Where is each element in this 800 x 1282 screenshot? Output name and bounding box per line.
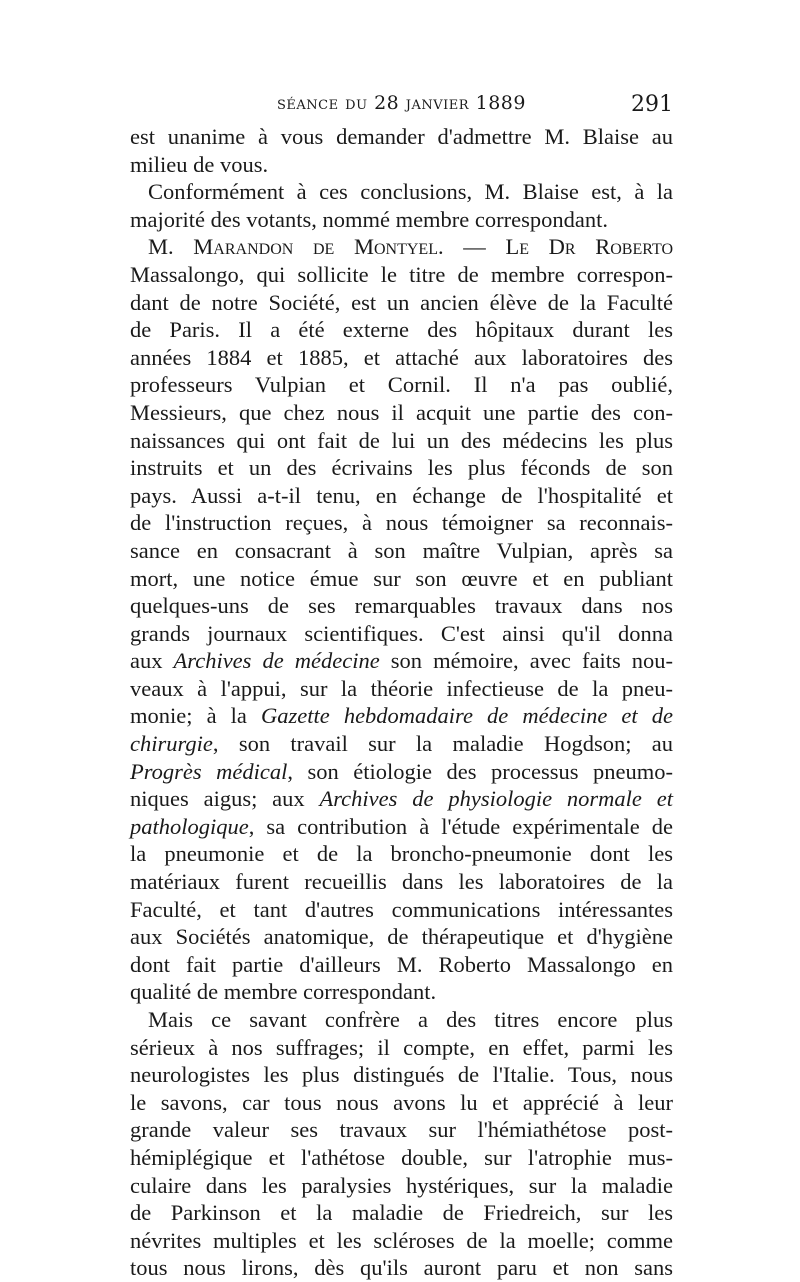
text-run: neurologistes les plus distingués de l'Italie. Tous, nous [130,1062,673,1088]
text-run: Messieurs, que chez nous il acquit une partie des con- [130,399,673,425]
text-run: veaux à l'appui, sur la théorie infectieuse de la pneu- [130,675,673,701]
body-text [130,123,673,1282]
text-run: niques aigus; aux [130,786,320,812]
text-line [130,316,673,344]
text-run: Faculté, et tant d'autres communications intéressantes [130,896,673,922]
text-run: aux Sociétés anatomique, de thérapeutique et d'hygiène [130,924,673,950]
text-run: sérieux à nos suffrages; il compte, en effet, parmi les [130,1034,673,1060]
text-run: , son étiologie des processus pneumo- [287,758,673,784]
text-line [130,951,673,979]
text-line [130,592,673,620]
text-line [130,758,673,786]
text-line [130,620,673,648]
journal-title: chirurgie [130,731,213,757]
speaker-name: M. Marandon de Montyel. — Le Dr Roberto [148,234,673,260]
text-run: aux [130,648,174,674]
text-run: matériaux furent recueillis dans les laboratoires de la [130,869,673,895]
text-run: Massalongo, qui sollicite le titre de membre correspon- [130,261,673,287]
text-line [130,537,673,565]
text-run: de Parkinson et la maladie de Friedreich, sur les [130,1200,673,1226]
journal-title: Archives de physiologie normale et [319,786,673,812]
text-run: la pneumonie et de la broncho-pneumonie dont les [130,841,673,867]
text-line [130,151,673,179]
text-run: quelques-uns de ses remarquables travaux dans nos [130,593,673,619]
text-line [130,1116,673,1144]
journal-title: Progrès médical [130,758,288,784]
text-run: tous nous lirons, dès qu'ils auront paru et non sans [130,1255,673,1281]
text-line [130,206,673,234]
text-line [130,344,673,372]
text-run: grands journaux scientifiques. C'est ainsi qu'il donna [130,620,673,646]
text-run: dont fait partie d'ailleurs M. Roberto Massalongo en [130,951,673,977]
text-line [130,1144,673,1172]
text-run: monie; à la [130,703,261,729]
journal-title: pathologique [130,813,249,839]
page-number: 291 [631,92,673,117]
text-run: le savons, car tous nous avons lu et apprécié à leur [130,1089,673,1115]
text-line [130,730,673,758]
text-line [130,896,673,924]
text-line [130,399,673,427]
text-run: de Paris. Il a été externe des hôpitaux durant les [130,317,673,343]
text-line [130,813,673,841]
text-run: majorité des votants, nommé membre correspondant. [130,206,608,232]
text-line [130,1199,673,1227]
text-line [130,647,673,675]
text-line [130,1227,673,1255]
text-run: professeurs Vulpian et Cornil. Il n'a pas oublié, [130,372,673,398]
text-line [130,261,673,289]
text-run: culaire dans les paralysies hystériques, sur la maladie [130,1172,673,1198]
text-line [130,482,673,510]
text-line [130,1061,673,1089]
text-run: son mémoire, avec faits nou- [379,648,673,674]
text-run: qualité de membre correspondant. [130,979,437,1005]
text-line [130,123,673,151]
text-run: grande valeur ses travaux sur l'hémiathétose post- [130,1117,673,1143]
text-line [130,1034,673,1062]
text-run: dant de notre Société, est un ancien élève de la Faculté [130,289,673,315]
text-line [130,978,673,1006]
text-line [130,427,673,455]
text-run: Mais ce savant confrère a des titres encore plus [148,1007,673,1032]
text-line [130,565,673,593]
text-line [130,702,673,730]
text-line [130,868,673,896]
text-run: est unanime à vous demander d'admettre M. Blaise au [130,124,673,149]
text-line [130,923,673,951]
text-line [130,371,673,399]
text-run: années 1884 et 1885, et attaché aux laboratoires des [130,344,673,370]
text-line [130,785,673,813]
text-line [130,178,673,206]
text-line [130,840,673,868]
text-line [130,454,673,482]
text-run: de l'instruction reçues, à nous témoigner sa reconnais- [130,510,673,536]
text-run: , son travail sur la maladie Hogdson; au [212,731,673,757]
text-run: mort, une notice émue sur son œuvre et en publiant [130,565,673,591]
text-line [130,289,673,317]
text-run: naissances qui ont fait de lui un des médecins les plus [130,427,673,453]
text-line [130,1006,673,1034]
text-run: instruits et un des écrivains les plus féconds de son [130,455,673,481]
text-run: Conformément à ces conclusions, M. Blaise est, à la [148,179,673,205]
text-line [130,675,673,703]
text-line [130,1172,673,1200]
text-run: névrites multiples et les scléroses de la moelle; comme [130,1227,673,1253]
running-header [130,92,673,122]
text-line [130,233,673,261]
running-title: séance du 28 janvier 1889 [277,92,526,114]
text-line [130,509,673,537]
text-run: milieu de vous. [130,151,269,177]
text-line [130,1089,673,1117]
text-run: pays. Aussi a-t-il tenu, en échange de l'hospitalité et [130,482,673,508]
text-run: sance en consacrant à son maître Vulpian, après sa [130,537,673,563]
journal-title: Gazette hebdomadaire de médecine et de [261,703,673,729]
text-line [130,1254,673,1282]
text-run: , sa contribution à l'étude expérimentale de [248,813,673,839]
journal-title: Archives de médecine [173,648,380,674]
text-run: hémiplégique et l'athétose double, sur l'atrophie mus- [130,1144,673,1170]
